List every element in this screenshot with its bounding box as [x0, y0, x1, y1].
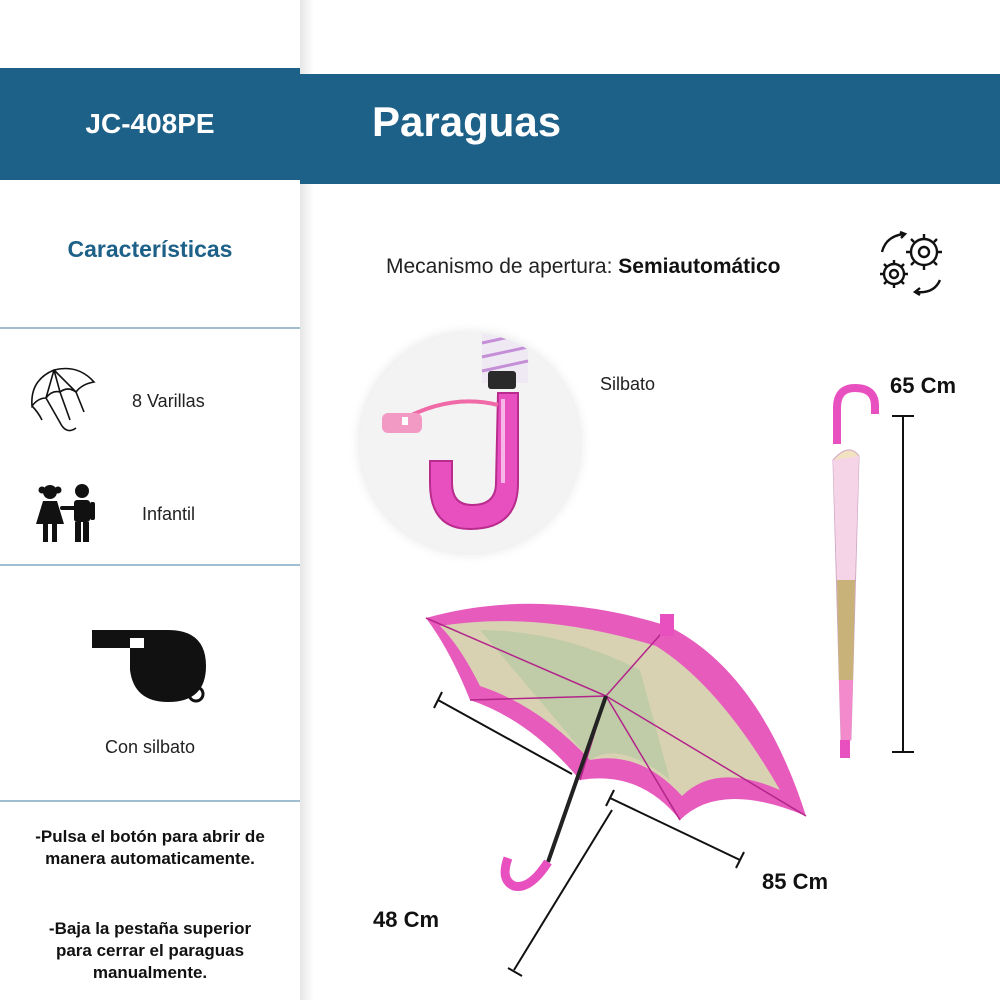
instruction-close: -Baja la pestaña superior para cerrar el paraguas manualmente.: [48, 919, 252, 982]
whistle-icon: [90, 626, 210, 706]
mechanism-text: [386, 255, 781, 279]
height-dimension-label: 65 Cm: [890, 373, 957, 398]
handle-whistle-illustration: [360, 333, 580, 553]
mechanism-value: Semiautomático: [618, 255, 781, 278]
section-divider: [0, 800, 300, 802]
shaft-dimension-label: 48 Cm: [373, 907, 440, 932]
feature-whistle-label: Con silbato: [104, 737, 196, 757]
mechanism-label: Mecanismo de apertura:: [386, 255, 613, 278]
whistle-detail-image: [360, 333, 580, 553]
page-title: Paraguas: [372, 98, 562, 145]
title-band: [300, 74, 1000, 184]
product-code-band: [0, 68, 300, 180]
children-icon: [30, 480, 102, 546]
section-divider: [0, 564, 300, 566]
features-heading: Características: [67, 236, 233, 262]
closed-umbrella-illustration: [815, 380, 885, 764]
feature-ribs-label: 8 Varillas: [132, 391, 205, 411]
diameter-and-shaft-dimension-lines: [428, 684, 748, 984]
feature-children-label: Infantil: [142, 504, 196, 524]
section-divider: [0, 327, 300, 329]
detail-label: Silbato: [600, 374, 656, 394]
instruction-open: -Pulsa el botón para abrir de manera automaticamente.: [35, 827, 265, 868]
diameter-dimension-label: 85 Cm: [762, 869, 829, 894]
product-code: JC-408PE: [85, 108, 215, 139]
gears-icon: [872, 228, 956, 298]
height-dimension-line: [888, 410, 918, 760]
umbrella-outline-icon: [24, 362, 100, 438]
